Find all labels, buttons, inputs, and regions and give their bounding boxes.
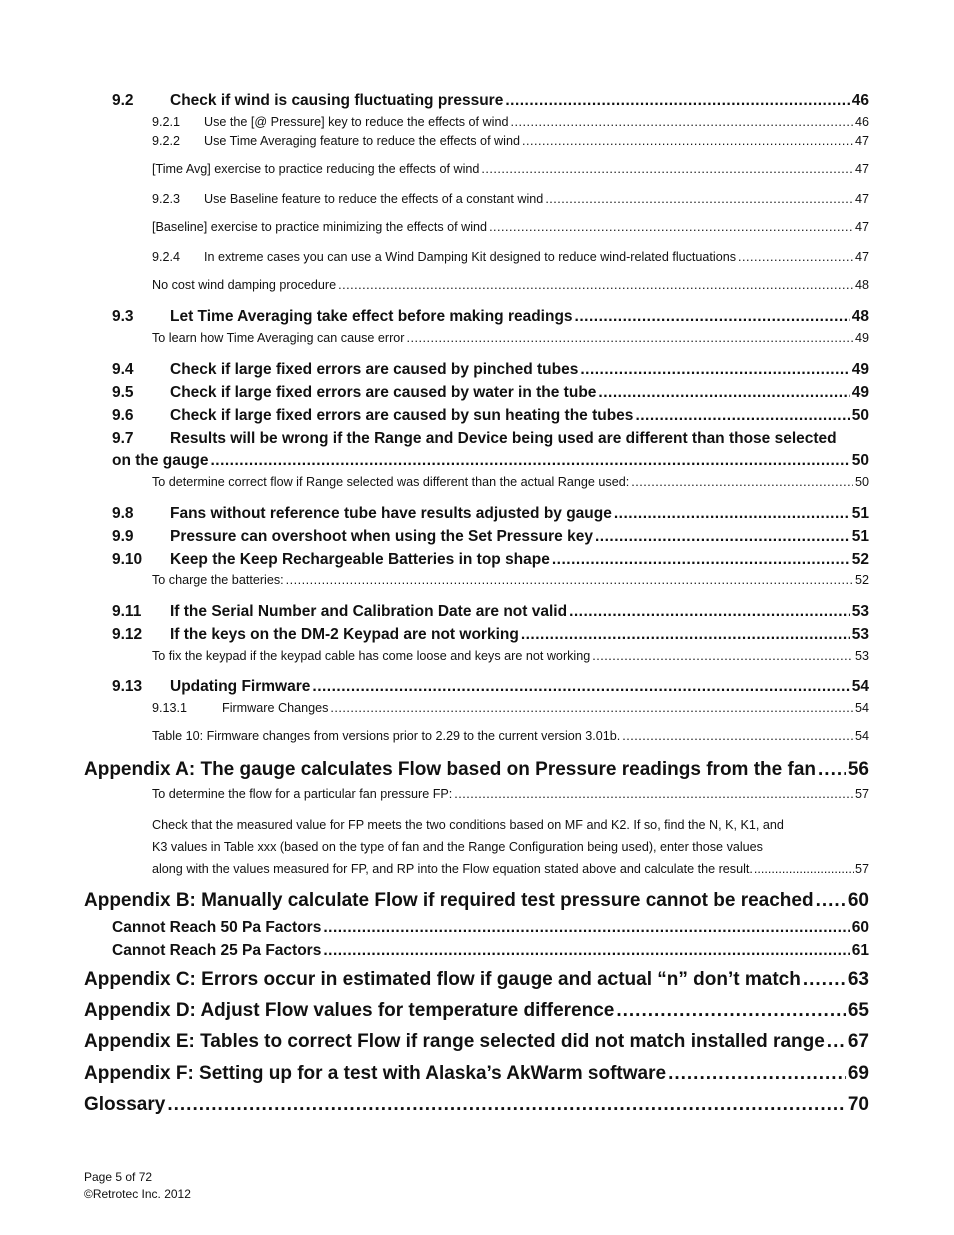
toc-entry-table-10[interactable]: Table 10: Firmware changes from versions prior to 2.29 to the current version 3.01b. ..... 54 [152,729,869,743]
toc-entry-9-8[interactable]: 9.8 Fans without reference tube have results adjusted by gauge ..... 51 [112,505,869,523]
page-footer [84,1169,191,1203]
toc-entry-9-2[interactable]: 9.2 Check if wind is causing fluctuating pressure ..... 46 [112,92,869,110]
toc-entry-appendix-a[interactable]: Appendix A: The gauge calculates Flow based on Pressure readings from the fan ..... 56 [84,759,869,781]
toc-entry-correct-flow-range[interactable]: To determine correct flow if Range selected was different than the actual Range used: ..... 50 [152,475,869,489]
toc-entry-time-averaging-error[interactable]: To learn how Time Averaging can cause error ..... 49 [152,331,869,345]
toc-entry-fix-keypad[interactable]: To fix the keypad if the keypad cable has come loose and keys are not working ..... 53 [152,649,869,663]
toc-entry-9-6[interactable]: 9.6 Check if large fixed errors are caused by sun heating the tubes ..... 50 [112,407,869,425]
toc-entry-9-3[interactable]: 9.3 Let Time Averaging take effect before making readings ..... 48 [112,308,869,326]
paragraph-line-3: along with the values measured for FP, and RP into the Flow equation stated above and calculate the result. ..... 57 [152,858,869,880]
toc-entry-appendix-b[interactable]: Appendix B: Manually calculate Flow if required test pressure cannot be reached ..... 60 [84,890,869,912]
copyright: ©Retrotec Inc. 2012 [84,1187,191,1201]
toc-entry-appendix-d[interactable]: Appendix D: Adjust Flow values for temperature difference ..... 65 [84,1000,869,1022]
toc-entry-9-12[interactable]: 9.12 If the keys on the DM-2 Keypad are not working ..... 53 [112,626,869,644]
toc-entry-9-2-4[interactable]: 9.2.4 In extreme cases you can use a Wind Damping Kit designed to reduce wind-related fluctuations ..... 47 [152,250,869,264]
toc-entry-9-2-3[interactable]: 9.2.3 Use Baseline feature to reduce the effects of a constant wind ..... 47 [152,192,869,206]
toc-entry-glossary[interactable]: Glossary ..... 70 [84,1094,869,1116]
toc-entry-appendix-c[interactable]: Appendix C: Errors occur in estimated flow if gauge and actual “n” don’t match ..... 63 [84,969,869,991]
toc-entry-check-fp-paragraph[interactable] [152,814,869,880]
toc-entry-9-13[interactable]: 9.13 Updating Firmware ..... 54 [112,678,869,696]
toc-entry-appendix-e[interactable]: Appendix E: Tables to correct Flow if range selected did not match installed range ..... 67 [84,1031,869,1053]
toc-entry-9-9[interactable]: 9.9 Pressure can overshoot when using the Set Pressure key ..... 51 [112,528,869,546]
toc-entry-appendix-f[interactable]: Appendix F: Setting up for a test with Alaska’s AkWarm software ..... 69 [84,1063,869,1085]
toc-entry-9-4[interactable]: 9.4 Check if large fixed errors are caused by pinched tubes ..... 49 [112,361,869,379]
paragraph-line-2: K3 values in Table xxx (based on the type of fan and the Range Configuration being used), enter those values [152,840,763,854]
toc-entry-9-10[interactable]: 9.10 Keep the Keep Rechargeable Batteries in top shape ..... 52 [112,551,869,569]
toc-entry-baseline-exercise[interactable]: [Baseline] exercise to practice minimizing the effects of wind ..... 47 [152,220,869,234]
toc-entry-9-11[interactable]: 9.11 If the Serial Number and Calibration Date are not valid ..... 53 [112,603,869,621]
toc-entry-time-avg-exercise[interactable]: [Time Avg] exercise to practice reducing the effects of wind ..... 47 [152,162,869,176]
toc-entry-cannot-reach-25[interactable]: Cannot Reach 25 Pa Factors ..... 61 [112,942,869,960]
page-number: Page 5 of 72 [84,1170,153,1184]
paragraph-line-1: Check that the measured value for FP meets the two conditions based on MF and K2. If so, find the N, K, K1, and [152,818,784,832]
toc-entry-no-cost-wind-damping[interactable]: No cost wind damping procedure ..... 48 [152,278,869,292]
toc-entry-9-2-2[interactable]: 9.2.2 Use Time Averaging feature to reduce the effects of wind ..... 47 [152,134,869,148]
toc-entry-cannot-reach-50[interactable]: Cannot Reach 50 Pa Factors ..... 60 [112,919,869,937]
toc-entry-9-7-line1[interactable]: 9.7 Results will be wrong if the Range and Device being used are different than those selected [112,430,837,447]
toc-entry-flow-fan-pressure[interactable]: To determine the flow for a particular fan pressure FP: ..... 57 [152,787,869,801]
toc-entry-9-5[interactable]: 9.5 Check if large fixed errors are caused by water in the tube ..... 49 [112,384,869,402]
toc-entry-9-13-1[interactable]: 9.13.1 Firmware Changes ..... 54 [152,701,869,715]
toc-entry-charge-batteries[interactable]: To charge the batteries: ..... 52 [152,573,869,587]
toc-entry-9-7-line2[interactable]: on the gauge ..... 50 [112,452,869,470]
toc-entry-9-2-1[interactable]: 9.2.1 Use the [@ Pressure] key to reduce the effects of wind ..... 46 [152,115,869,129]
